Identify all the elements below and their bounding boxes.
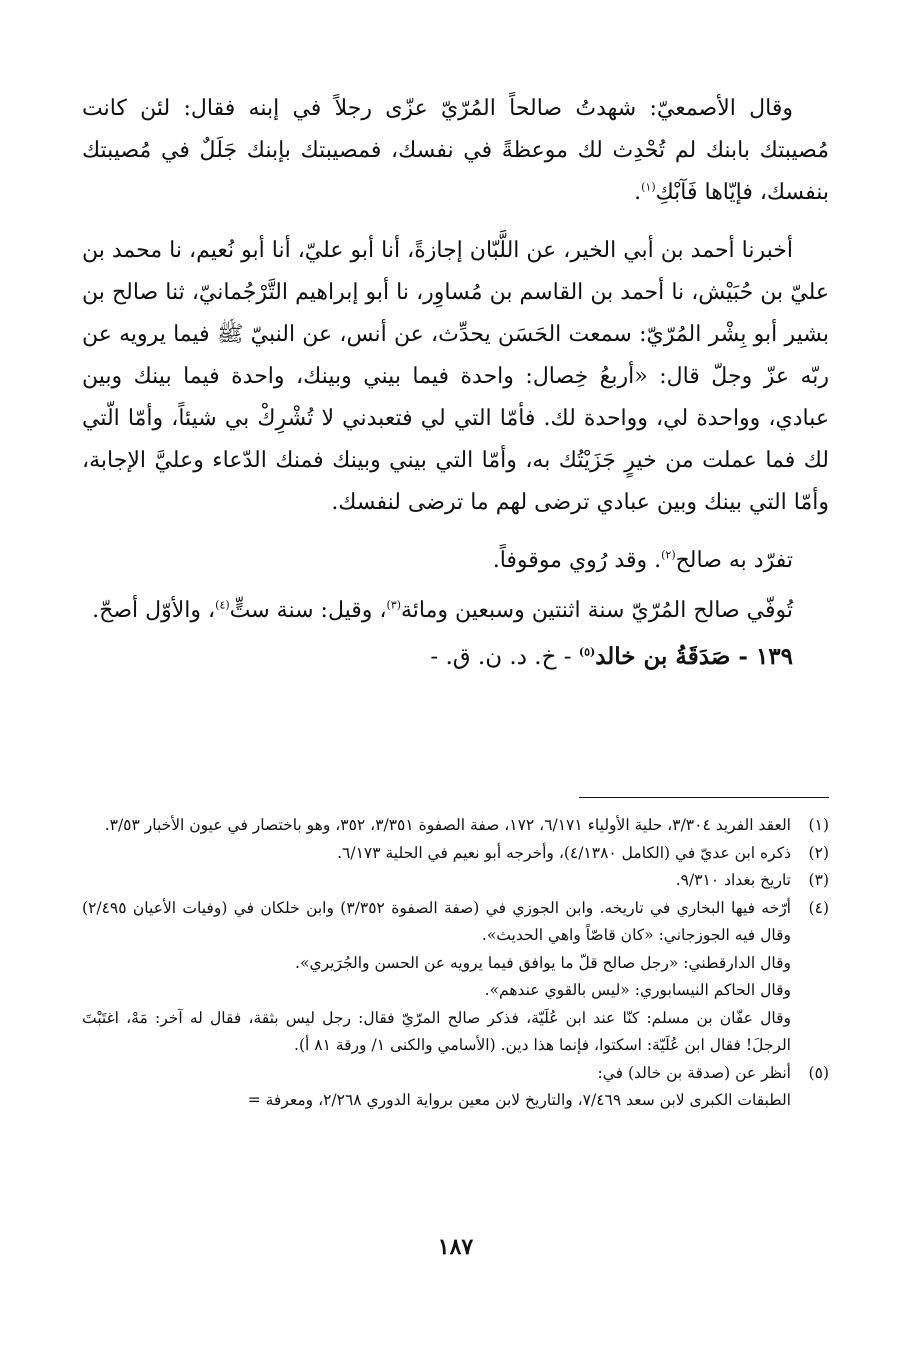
footnote-number: (٢) (808, 843, 829, 862)
footnote-4 (82, 895, 829, 1060)
footnote-3 (82, 867, 829, 895)
footnote-line: الطبقات الكبرى لابن سعد ٧/٤٦٩، والتاريخ لابن معين برواية الدوري ٢/٢٦٨، ومعرفة = (247, 1091, 791, 1109)
footnote-1 (82, 812, 829, 840)
footnote-number: (٤) (808, 898, 829, 917)
footnote-line: أنظر عن (صدقة بن خالد) في: (597, 1063, 791, 1082)
footnote-separator (579, 797, 829, 798)
footnote-ref-3: (٣) (386, 598, 402, 612)
main-text (82, 88, 829, 678)
footnote-body (82, 1060, 791, 1115)
footnote-number: (٣) (808, 871, 829, 889)
footnote-body (82, 812, 791, 840)
footnote-line: ذكره ابن عديّ في (الكامل ٤/١٣٨٠)، وأخرجه أبو نعيم في الحلية ٦/١٧٣. (337, 843, 791, 862)
footnote-line: أرّخه فيها البخاري في تاريخه. وابن الجوزي في (صفة الصفوة ٣/٣٥٢) وابن خلكان في (وفيات الأعيان ٢/٤٩٥) وقال فيه الجوزجاني: «كان قاصّاً واهي الحديث». (82, 898, 791, 944)
footnote-body (82, 867, 791, 895)
paragraph-tafarrud-text: تفرّد به صالح (675, 548, 793, 573)
footnotes (82, 812, 829, 1115)
footnote-number: (١) (808, 816, 829, 834)
footnote-ref-5: (٥) (578, 645, 596, 659)
footnote-body (82, 840, 791, 868)
entry-heading-title: ١٣٩ - صَدَقَةُ بن خالد (595, 643, 793, 670)
paragraph-death (82, 590, 829, 632)
footnote-5 (82, 1060, 829, 1115)
paragraph-asmai: وقال الأصمعيّ: شهدتُ صالحاً المُرّيّ عزّى رجلاً في إبنه فقال: لئن كانت مُصيبتك بابنك لم تُحْدِث لك موعظةً في نفسك، فمصيبتك بإبنك جَلَلٌ في مُصيبتك بنفسك، فإيّاها فَآبْكِ$^{(١)}$. (82, 96, 829, 205)
footnote-line: تاريخ بغداد ٩/٣١٠. (675, 871, 791, 889)
footnote-ref-1: (١) (641, 180, 656, 194)
paragraph-tafarrud (82, 540, 829, 582)
footnote-line: وقال الدارقطني: «رجل صالح قلّ ما يوافق فيما يرويه عن الحسن والجُرَيري». (295, 953, 791, 972)
paragraph-asmai-text: وقال الأصمعيّ: شهدتُ صالحاً المُرّيّ عزّى رجلاً في إبنه فقال: لئن كانت مُصيبتك بابنك لم تُحْدِث لك موعظةً في نفسك، فمصيبتك بإبنك جَلَلٌ في مُصيبتك بنفسك، فإيّاها فَآبْكِ (82, 96, 829, 205)
paragraph-hadith: أخبرنا أحمد بن أبي الخير، عن اللَّبّان إجازةً، أنا أبو عليّ، أنا أبو نُعيم، نا محمد بن عليّ بن حُبَيْش، نا أحمد بن القاسم بن مُساوِر، نا أبو إبراهيم التَّرْجُمانيّ، ثنا صالح بن بشير أبو بِشْر المُرّيّ: سمعت الحَسَن يحدِّث، عن أنس، عن النبيّ ﷺ فيما يرويه عن ربّه عزّ وجلّ قال: «أربعُ خِصال: واحدة فيما بيني وبينك، واحدة فيما بينك وبين عبادي، وواحدة لي، وواحدة لك. فأمّا التي لي فتعبدني لا تُشْرِكْ بي شيئاً، وأمّا الّتي لك فما عملت من خيرٍ جَزَيْتُك به، وأمّا التي بيني وبينك فمنك الدّعاء وعليَّ الإجابة، وأمّا التي بينك وبين عبادي ترضى لهم ما ترضى لنفسك. (82, 238, 829, 515)
paragraph-death-text-c: ، والأوّل أصحّ. (92, 598, 216, 623)
footnote-line: وقال عفّان بن مسلم: كنّا عند ابن عُلَيّة، فذكر صالح المرّيّ فقال: رجل ليس بثقة، فقال له آخر: مَهْ، اغتَبْتَ الرجلَ! فقال ابن عُلَيّة: اسكتوا، فإنما هذا دين. (الأسامي والكنى ١/ ورقة ٨١ أ). (82, 1008, 791, 1054)
footnote-line: العقد الفريد ٣/٣٠٤، حلية الأولياء ٦/١٧١، ١٧٢، صفة الصفوة ٣/٣٥١، ٣٥٢، وهو باختصار في عيون الأخبار ٣/٥٣. (104, 816, 791, 834)
footnote-body (82, 895, 791, 1060)
footnote-ref-4: (٤) (215, 598, 230, 612)
footnote-ref-2: (٢) (661, 548, 676, 562)
footnote-2 (82, 840, 829, 868)
entry-heading-sigla: - خ. د. ن. ق. - (430, 644, 579, 670)
footnote-line: وقال الحاكم النيسابوري: «ليس بالقوي عندهم». (484, 981, 791, 999)
paragraph-tafarrud-rest: . وقد رُوي موقوفاً. (492, 548, 662, 573)
page-number: ١٨٧ (437, 1234, 474, 1260)
paragraph-death-text-a: تُوفّي صالح المُرّيّ سنة اثنتين وسبعين ومائة (401, 598, 793, 623)
paragraph-death-text-b: ، وقيل: سنة ستٍّ (229, 598, 387, 623)
entry-heading-139 (82, 636, 829, 678)
footnote-number: (٥) (808, 1063, 829, 1082)
